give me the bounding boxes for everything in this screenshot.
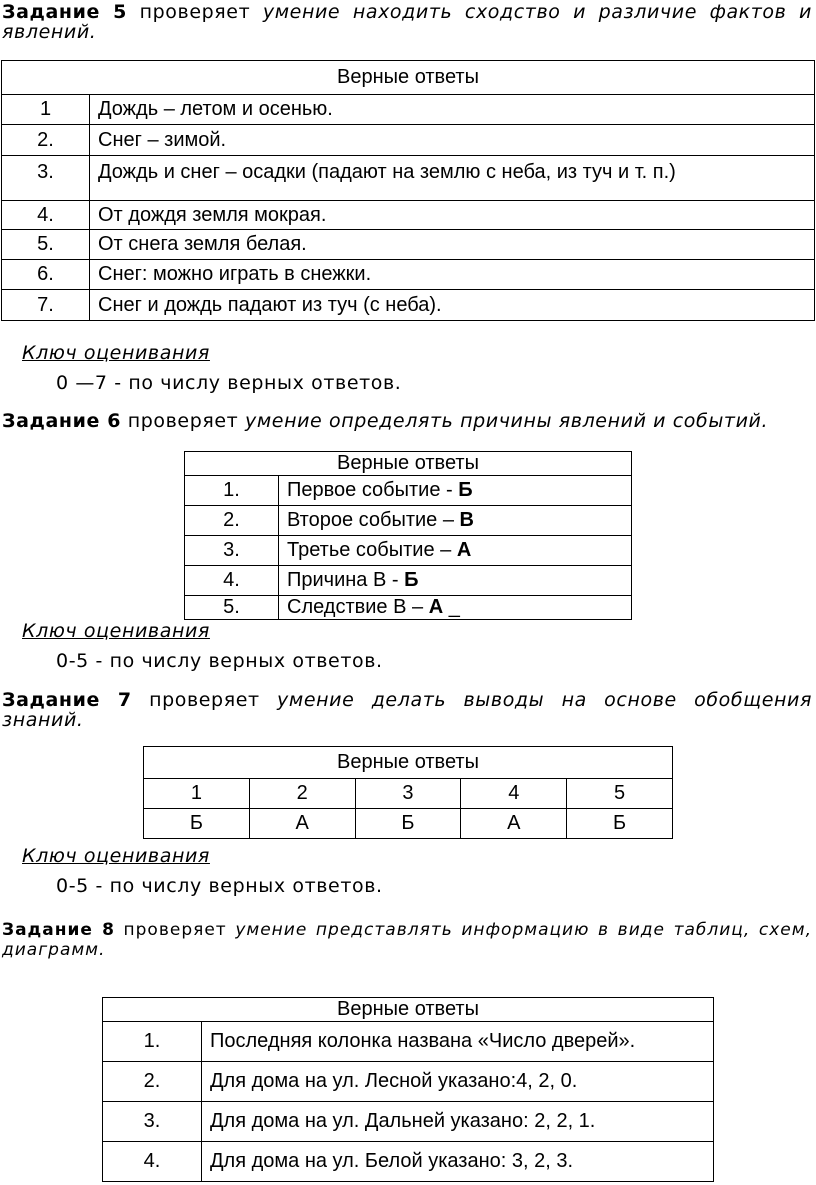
task6-row-text: Третье событие – А xyxy=(279,536,632,566)
task6-label: Задание 6 xyxy=(2,410,122,432)
task7-answer: А xyxy=(461,809,567,839)
task6-row-number: 2. xyxy=(185,506,279,536)
task6-row-number: 5. xyxy=(185,596,279,620)
task7-answers-table xyxy=(143,746,673,839)
task6-verb: проверяет xyxy=(127,410,239,432)
task7-answer: Б xyxy=(355,809,461,839)
task7-table-header: Верные ответы xyxy=(144,747,673,779)
task7-answer: Б xyxy=(144,809,250,839)
task6-key-label: Ключ оценивания xyxy=(22,620,210,642)
task6-row-number: 4. xyxy=(185,566,279,596)
task8-row-text: Для дома на ул. Дальней указано: 2, 2, 1. xyxy=(202,1102,714,1142)
task6-answer-letter: Б xyxy=(404,569,419,591)
task6-row-text: Второе событие – В xyxy=(279,506,632,536)
task5-row-number: 2. xyxy=(2,125,90,156)
task7-question-number: 1 xyxy=(144,779,250,809)
task6-skill: умение определять причины явлений и событий. xyxy=(245,410,769,432)
task6-row-number: 3. xyxy=(185,536,279,566)
task5-row-text: Снег – зимой. xyxy=(90,125,815,156)
task8-row-number: 3. xyxy=(103,1102,202,1142)
task8-row-number: 1. xyxy=(103,1022,202,1062)
task8-skill: умение представлять информацию в виде таблиц, схем, диаграмм. xyxy=(2,920,812,960)
task5-row-number: 1 xyxy=(2,95,90,125)
task7-answer: Б xyxy=(567,809,673,839)
task6-answers-table xyxy=(184,451,632,620)
task7-key-text: 0-5 - по числу верных ответов. xyxy=(56,875,383,897)
task5-verb: проверяет xyxy=(139,1,251,23)
task6-table-header: Верные ответы xyxy=(185,452,632,476)
task6-answer-letter: А xyxy=(456,539,472,561)
task7-key-label: Ключ оценивания xyxy=(22,845,210,867)
task7-description xyxy=(2,690,812,730)
task8-row-text: Для дома на ул. Белой указано: 3, 2, 3. xyxy=(202,1142,714,1182)
task8-row-number: 2. xyxy=(103,1062,202,1102)
task5-description xyxy=(2,2,812,42)
task8-description xyxy=(2,920,812,960)
task6-row-text: Следствие В – А _ xyxy=(279,596,632,620)
task8-answers-table xyxy=(102,997,714,1182)
task5-row-number: 4. xyxy=(2,201,90,230)
task5-label: Задание 5 xyxy=(2,1,128,23)
task8-row-text: Последняя колонка названа «Число дверей». xyxy=(202,1022,714,1062)
task5-row-number: 5. xyxy=(2,230,90,260)
task6-row-number: 1. xyxy=(185,476,279,506)
task5-row-text: От снега земля белая. xyxy=(90,230,815,260)
task5-row-text: Снег: можно играть в снежки. xyxy=(90,260,815,290)
task7-verb: проверяет xyxy=(149,689,260,711)
task8-verb: проверяет xyxy=(123,920,227,940)
task6-key-text: 0-5 - по числу верных ответов. xyxy=(56,650,383,672)
task5-row-text: От дождя земля мокрая. xyxy=(90,201,815,230)
task8-row-number: 4. xyxy=(103,1142,202,1182)
task6-answer-letter: Б xyxy=(458,479,473,501)
task5-row-text: Дождь и снег – осадки (падают на землю с неба, из туч и т. п.) xyxy=(90,156,815,201)
task7-label: Задание 7 xyxy=(2,689,132,711)
task6-row-text: Первое событие - Б xyxy=(279,476,632,506)
task5-row-number: 3. xyxy=(2,156,90,201)
task5-answers-table xyxy=(1,60,815,321)
task5-key-text: 0 —7 - по числу верных ответов. xyxy=(56,372,402,394)
task7-skill: умение делать выводы на основе обобщения знаний. xyxy=(2,689,812,731)
task7-question-number: 3 xyxy=(355,779,461,809)
task5-skill: умение находить сходство и различие фактов и явлений. xyxy=(2,1,812,43)
task6-answer-letter: В xyxy=(459,509,474,531)
task6-description xyxy=(2,411,812,431)
task8-label: Задание 8 xyxy=(2,920,115,940)
task8-row-text: Для дома на ул. Лесной указано:4, 2, 0. xyxy=(202,1062,714,1102)
task5-table-header: Верные ответы xyxy=(2,61,815,95)
task5-row-text: Дождь – летом и осенью. xyxy=(90,95,815,125)
task7-answer: А xyxy=(249,809,355,839)
task5-key-label: Ключ оценивания xyxy=(22,342,210,364)
task5-row-text: Снег и дождь падают из туч (с неба). xyxy=(90,290,815,321)
task5-row-number: 7. xyxy=(2,290,90,321)
task5-row-number: 6. xyxy=(2,260,90,290)
task8-table-header: Верные ответы xyxy=(103,998,714,1022)
task7-question-number: 2 xyxy=(249,779,355,809)
task7-question-number: 4 xyxy=(461,779,567,809)
task6-answer-letter: А xyxy=(428,596,444,618)
task6-row-text: Причина В - Б xyxy=(279,566,632,596)
task7-question-number: 5 xyxy=(567,779,673,809)
